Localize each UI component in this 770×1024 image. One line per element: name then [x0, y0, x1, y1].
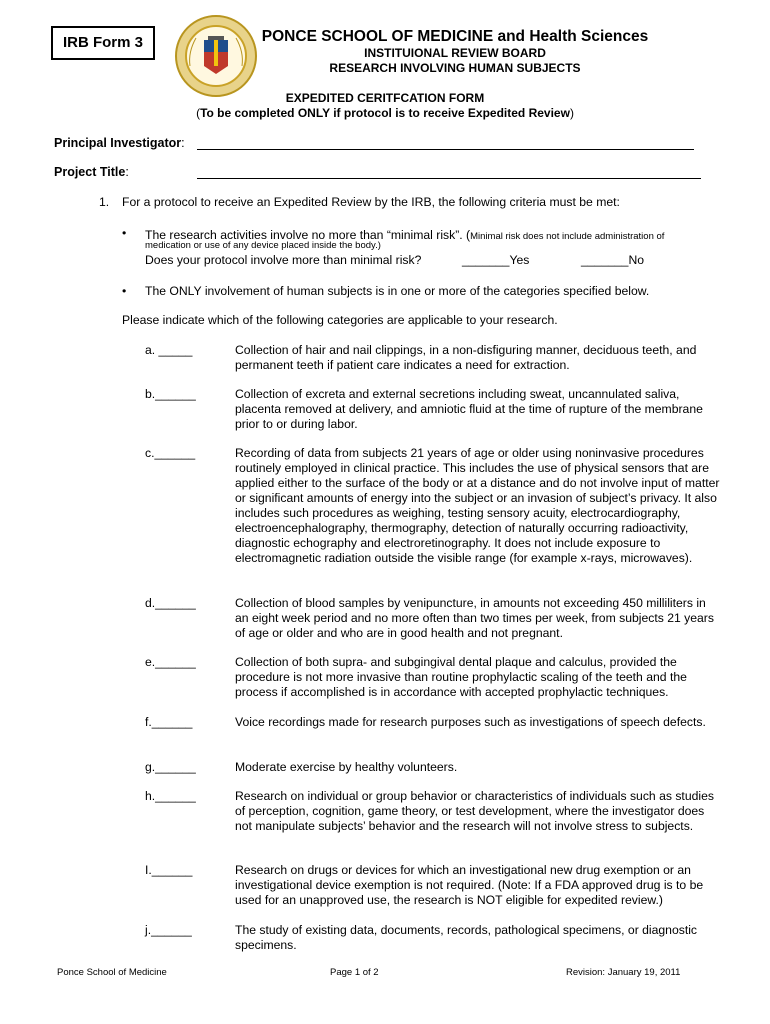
- subtitle-close-paren: ): [569, 106, 574, 120]
- principal-investigator-field[interactable]: [197, 149, 694, 150]
- criteria-number: 1.: [99, 195, 110, 209]
- category-h-text: Research on individual or group behavior or characteristics of individuals such as studies of perception, cognition, game theory, or test development, where the investigator does not manipulate subjects’ behavior and the research will not involve stress to subjects.: [235, 789, 714, 833]
- title-colon: :: [125, 165, 129, 179]
- bullet-1-small-a: Minimal risk does not include administration of: [470, 231, 665, 242]
- principal-investigator-label: [54, 136, 185, 150]
- criteria-intro: For a protocol to receive an Expedited Review by the IRB, the following criteria must be met:: [122, 195, 620, 209]
- category-j-text: The study of existing data, documents, records, pathological specimens, or diagnostic specimens.: [235, 923, 698, 952]
- category-a-blank[interactable]: a. _____: [145, 343, 193, 357]
- category-g-text: Moderate exercise by healthy volunteers.: [235, 760, 458, 774]
- category-g-blank[interactable]: g.______: [145, 760, 196, 774]
- pi-label-text: Principal Investigator: [54, 136, 182, 150]
- category-b-blank[interactable]: b.______: [145, 387, 196, 401]
- form-subtitle: [130, 106, 640, 120]
- bullet-2-text: The ONLY involvement of human subjects is in one or more of the categories specified below.: [145, 284, 650, 298]
- category-h-blank[interactable]: h.______: [145, 789, 196, 803]
- bullet-1-small-b: medication or use of any device placed inside the body.): [145, 240, 381, 251]
- form-title: EXPEDITED CERITFCATION FORM: [285, 91, 485, 105]
- category-d-text: Collection of blood samples by venipuncture, in amounts not exceeding 450 milliliters in an eight week period and no more often than two times per week, from subjects 21 years of age or older and who are in good health and not pregnant.: [235, 596, 714, 640]
- bullet-1: •: [122, 226, 127, 240]
- category-e-text: Collection of both supra- and subgingival dental plaque and calculus, provided the procedure is not more invasive than routine prophylactic scaling of the teeth and the process if accomplished is in accordance with accepted prophylactic techniques.: [235, 655, 687, 699]
- category-j-blank[interactable]: j.______: [145, 923, 192, 937]
- subtitle-bold: To be completed ONLY if protocol is to receive Expedited Review: [200, 106, 570, 120]
- bullet-2: •: [122, 284, 127, 298]
- school-name: PONCE SCHOOL OF MEDICINE and Health Sciences: [261, 28, 649, 45]
- category-f-blank[interactable]: f.______: [145, 715, 193, 729]
- pi-colon: :: [181, 136, 185, 150]
- footer-revision: Revision: January 19, 2011: [566, 967, 681, 978]
- no-option[interactable]: _______No: [581, 253, 645, 267]
- minimal-risk-question: Does your protocol involve more than minimal risk?: [145, 253, 422, 267]
- category-f-text: Voice recordings made for research purposes such as investigations of speech defects.: [235, 715, 706, 729]
- category-c-blank[interactable]: c.______: [145, 446, 196, 460]
- bullet-1-main: The research activities involve no more than “minimal risk”. (: [145, 228, 471, 242]
- form-number-box: IRB Form 3: [51, 26, 155, 60]
- category-i-text: Research on drugs or devices for which an investigational new drug exemption or an investigational device exemption is not required. (Note: If a FDA approved drug is to be used for an unapproved use, the research is NOT eligible for expedited review.): [235, 863, 704, 907]
- category-d-blank[interactable]: d.______: [145, 596, 196, 610]
- indicate-instructions: Please indicate which of the following categories are applicable to your research.: [122, 313, 558, 327]
- category-a-text: Collection of hair and nail clippings, in a non-disfiguring manner, deciduous teeth, and permanent teeth if patient care indicates a need for extraction.: [235, 343, 697, 372]
- category-c-text: Recording of data from subjects 21 years of age or older using noninvasive procedures routinely employed in clinical practice. This includes the use of physical sensors that are applied either to the surface of the body or at a distance and do not involve input of matter or significant amounts of energy into the subject or an invasion of subject’s privacy. It also includes such procedures as weighing, testing sensory acuity, electrocardiography, electroencephalography, thermography, detection of naturally occurring radioactivity, diagnostic echography and electroretinography. It does not include exposure to electromagnetic radiation outside the visible range (for example x-rays, microwaves).: [235, 446, 720, 565]
- yes-option[interactable]: _______Yes: [462, 253, 530, 267]
- subtitle-open-paren: (: [196, 106, 201, 120]
- category-b-text: Collection of excreta and external secretions including sweat, uncannulated saliva, placenta removed at delivery, and amniotic fluid at the time of rupture of the membrane prior to or during labor.: [235, 387, 703, 431]
- title-label-text: Project Title: [54, 165, 126, 179]
- school-seal-logo: [174, 14, 258, 98]
- research-heading: RESEARCH INVOLVING HUMAN SUBJECTS: [329, 61, 581, 75]
- category-i-blank[interactable]: I.______: [145, 863, 193, 877]
- project-title-field[interactable]: [197, 178, 701, 179]
- project-title-label: [54, 165, 129, 179]
- footer-page-number: Page 1 of 2: [330, 967, 379, 978]
- board-name: INSTITUIONAL REVIEW BOARD: [364, 46, 546, 60]
- category-e-blank[interactable]: e.______: [145, 655, 196, 669]
- footer-school: Ponce School of Medicine: [57, 967, 167, 978]
